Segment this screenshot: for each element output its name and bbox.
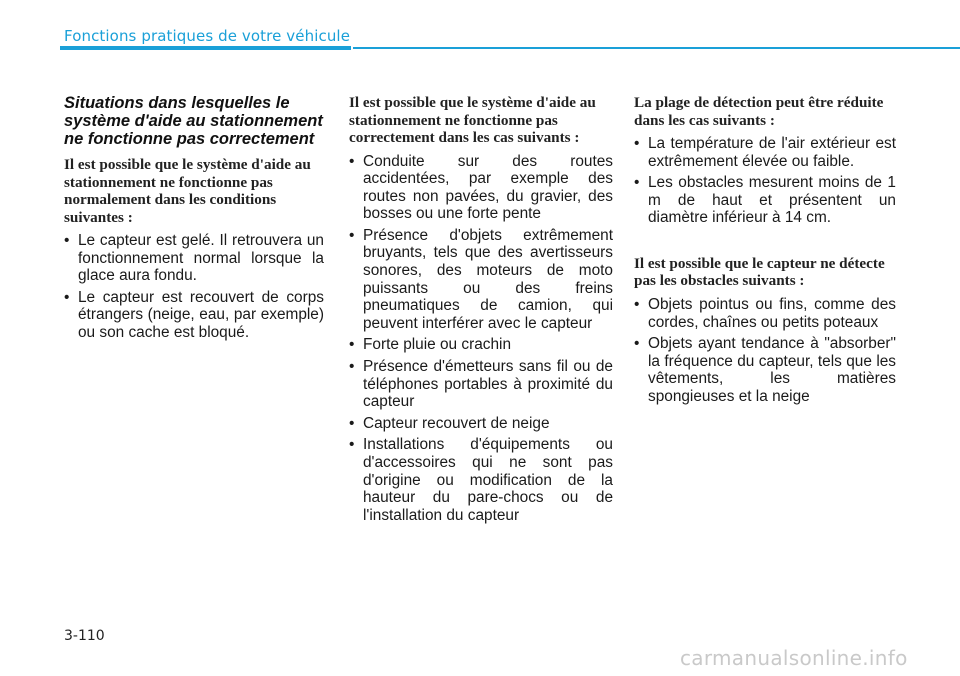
- page-number: 3-110: [64, 628, 105, 644]
- header-rule: [353, 47, 960, 49]
- intro-heading: La plage de détection peut être réduite dans les cas suivants :: [634, 94, 884, 129]
- list-item: • Présence d'objets extrêmement bruyants, tels que des avertisseurs sonores, des moteurs de moto puissants ou des freins pneumatiques de camion, qui peuvent interférer avec le capteur: [349, 227, 613, 333]
- bullet-list: [634, 296, 896, 406]
- list-item: • Les obstacles mesurent moins de 1 m de haut et présentent un diamètre inférieur à 14 cm.: [634, 174, 896, 227]
- column-middle: [349, 94, 613, 528]
- intro-heading: Il est possible que le système d'aide au stationnement ne fonctionne pas normalement dans les conditions suivantes :: [64, 156, 311, 226]
- section-header-title: Fonctions pratiques de votre véhicule: [64, 27, 351, 45]
- list-item: • Capteur recouvert de neige: [349, 415, 613, 433]
- intro-heading: Il est possible que le système d'aide au stationnement ne fonctionne pas correctement dans les cas suivants :: [349, 94, 596, 146]
- section-title: Situations dans lesquelles le système d'aide au stationnement ne fonctionne pas correctement: [64, 94, 323, 148]
- list-item: • Forte pluie ou crachin: [349, 336, 613, 354]
- list-item: • Conduite sur des routes accidentées, par exemple des routes non pavées, du gravier, des bosses ou une forte pente: [349, 153, 613, 223]
- column-right: [634, 94, 896, 410]
- list-item: • Le capteur est recouvert de corps étrangers (neige, eau, par exemple) ou son cache est bloqué.: [64, 289, 324, 342]
- list-item: • Présence d'émetteurs sans fil ou de téléphones portables à proximité du capteur: [349, 358, 613, 411]
- bullet-list: [349, 153, 613, 525]
- list-item: • Le capteur est gelé. Il retrouvera un fonctionnement normal lorsque la glace aura fondu.: [64, 232, 324, 285]
- spacer: [634, 231, 896, 255]
- watermark: carmanualsonline.info: [680, 646, 908, 670]
- list-item: • Objets ayant tendance à "absorber" la fréquence du capteur, tels que les vêtements, les matières spongieuses et la neige: [634, 335, 896, 405]
- bullet-list: [64, 232, 324, 342]
- list-item: • Objets pointus ou fins, comme des cordes, chaînes ou petits poteaux: [634, 296, 896, 331]
- header-accent-bar: [60, 46, 351, 50]
- intro-heading: Il est possible que le capteur ne détecte pas les obstacles suivants :: [634, 254, 885, 290]
- list-item: • La température de l'air extérieur est extrêmement élevée ou faible.: [634, 135, 896, 170]
- list-item: • Installations d'équipements ou d'accessoires qui ne sont pas d'origine ou modification de la hauteur du pare-chocs ou de l'installation du capteur: [349, 436, 613, 524]
- column-left: [64, 94, 324, 346]
- bullet-list: [634, 135, 896, 227]
